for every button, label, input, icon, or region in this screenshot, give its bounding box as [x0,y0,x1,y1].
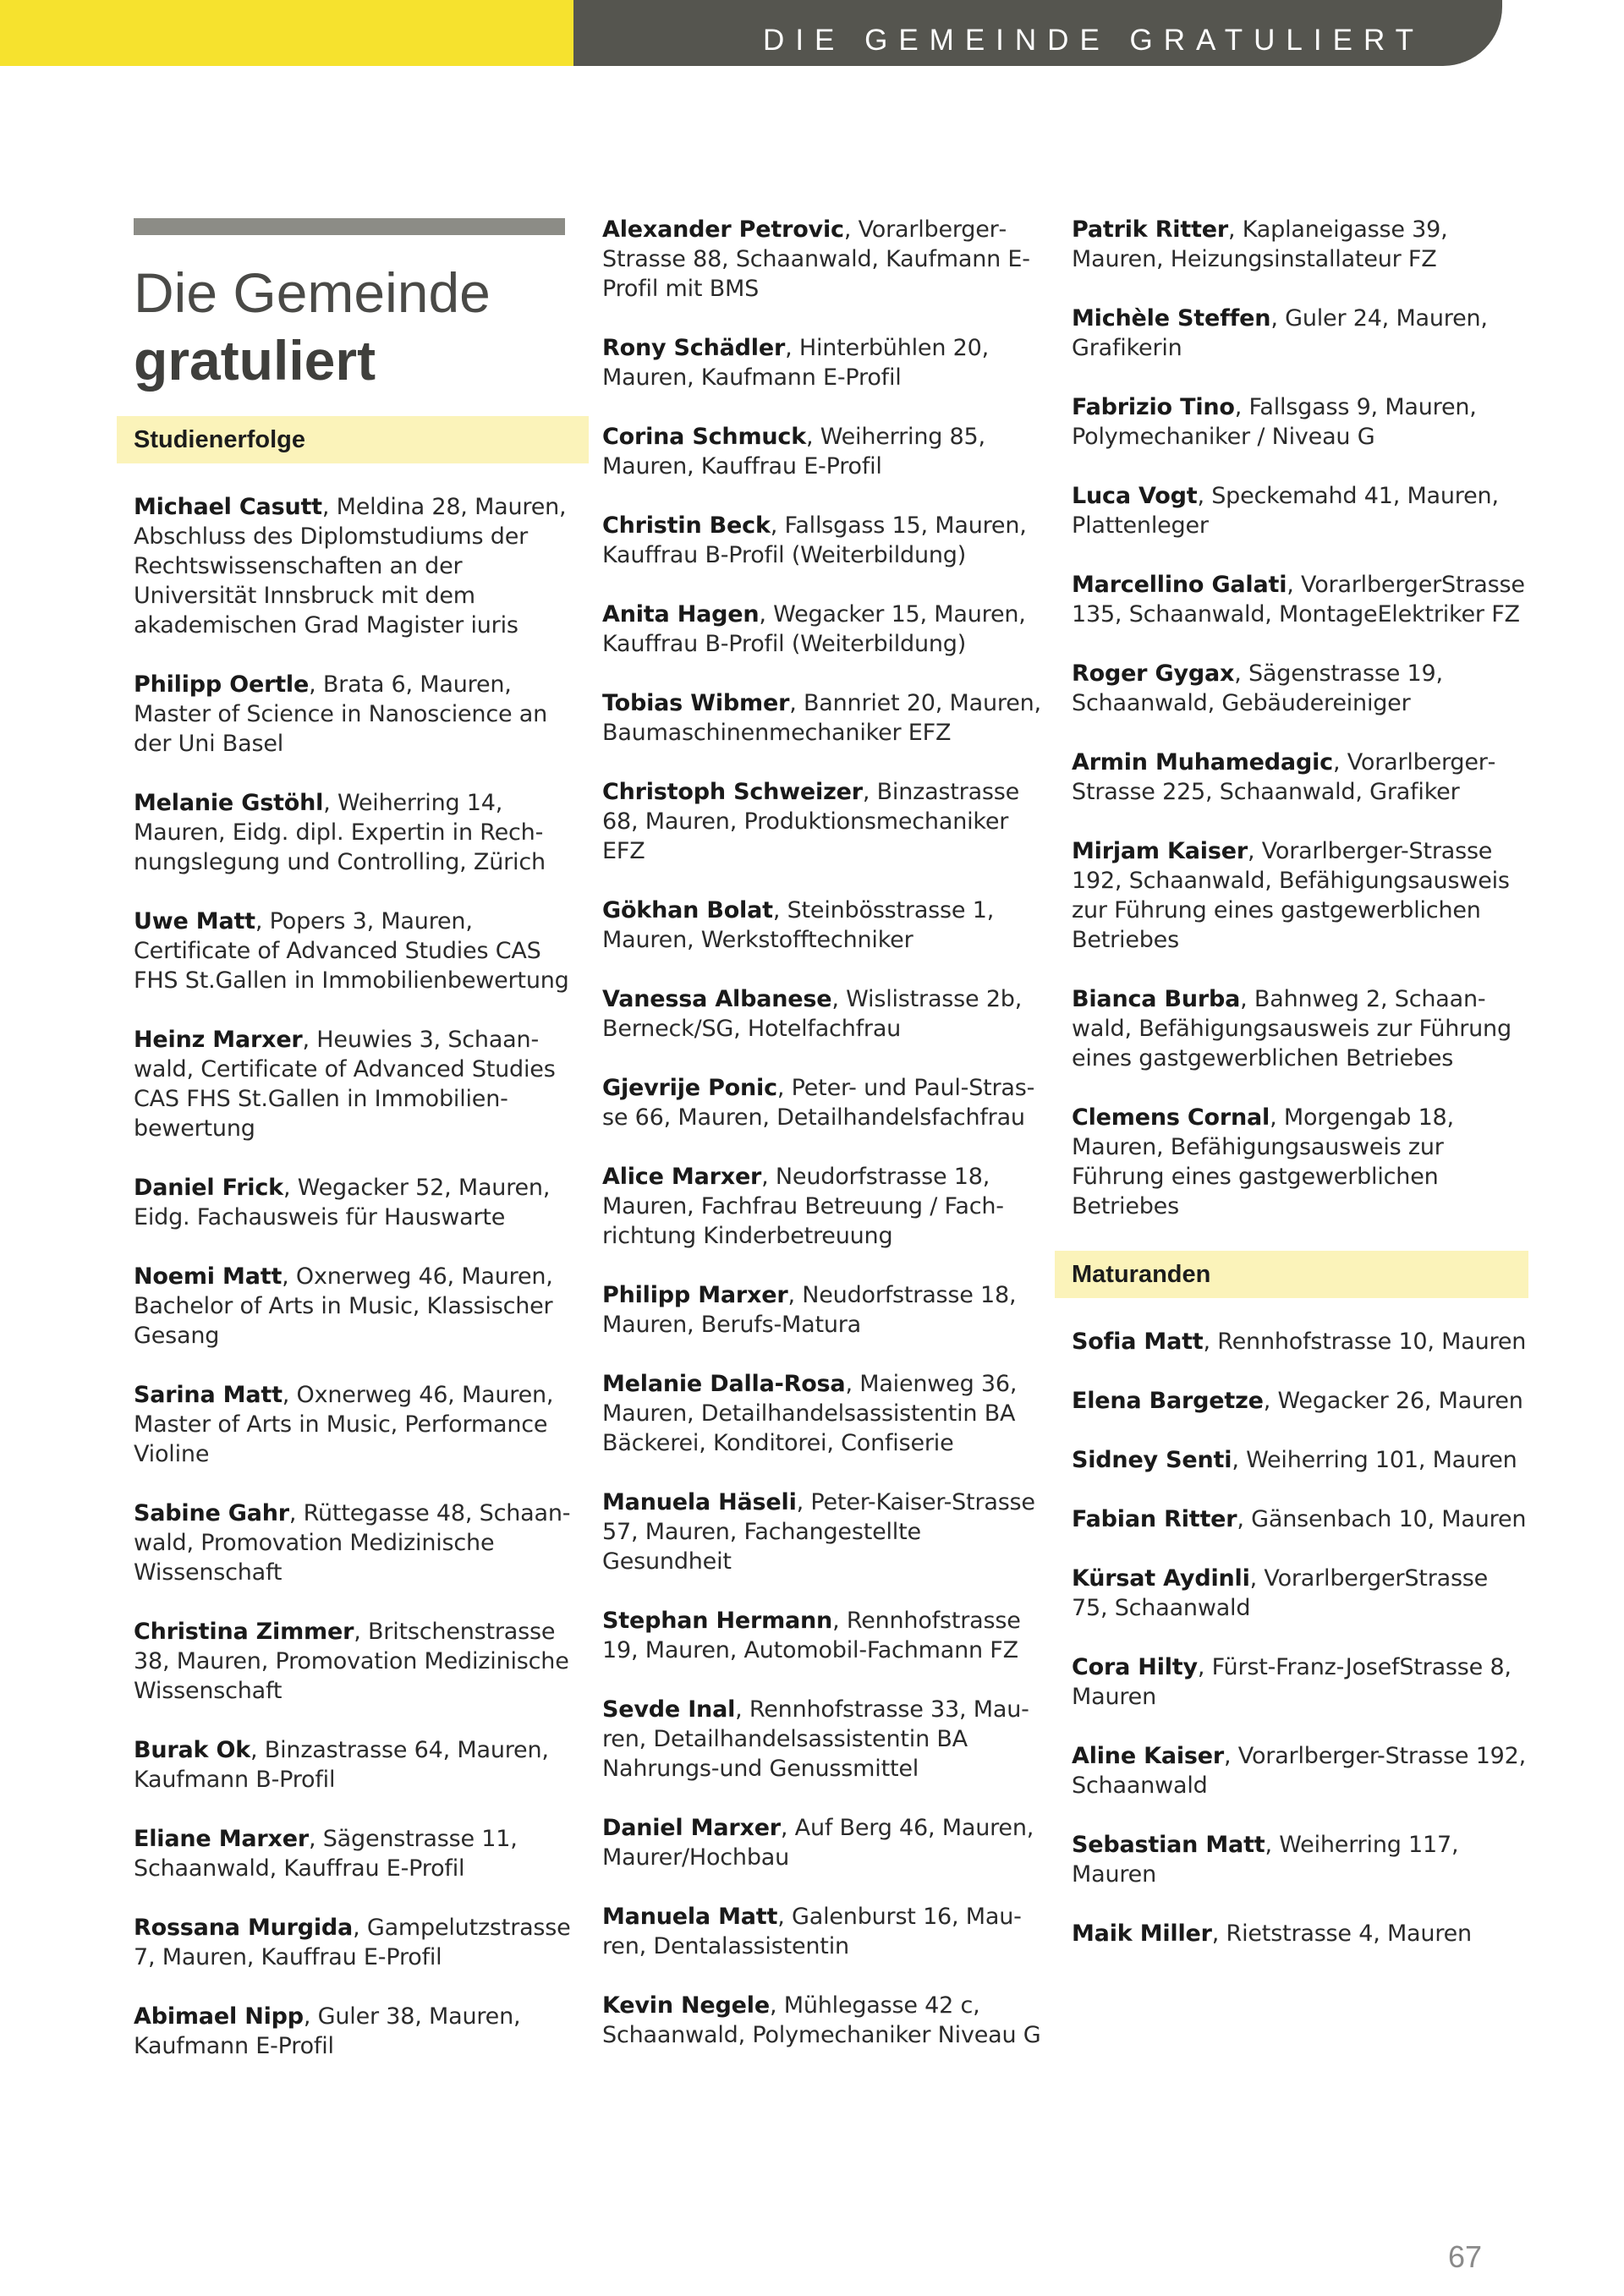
person-details: , Rennhofstrasse 19, Mauren, Automobil-Fachmann FZ [602,1608,1021,1663]
person-name: Melanie Gstöhl [134,790,324,816]
congrats-entry [1072,1327,1528,1356]
person-name: Sabine Gahr [134,1500,289,1526]
person-name: Alexander Petrovic [602,216,844,243]
congrats-entry [602,1695,1042,1784]
person-details: , Speckemahd 41, Mauren, Plattenleger [1072,483,1499,539]
congrats-entry [1072,1830,1528,1889]
congrats-entry [1072,1652,1528,1712]
congrats-entry [134,1025,573,1143]
person-details: , Steinbösstrasse 1, Mauren, Werkstofftechniker [602,897,995,953]
congrats-entry [1072,1564,1528,1623]
header-yellow-band [0,0,573,66]
person-details: , Wislistrasse 2b, Berneck/SG, Hotelfachfrau [602,986,1023,1042]
person-name: Tobias Wibmer [602,690,790,716]
person-name: Sidney Senti [1072,1447,1232,1473]
person-name: Abimael Nipp [134,2003,304,2030]
person-details: , Rüttegasse 48, Schaanwald, Promovation Medizinische Wissenschaft [134,1500,571,1586]
person-details: , VorarlbergerStrasse 225, Schaanwald, Grafiker [1072,749,1496,805]
person-details: , Rennhofstrasse 33, Mauren, Detailhandelsassistentin BA Nahrungs-und Genussmittel [602,1696,1029,1782]
person-name: Manuela Häseli [602,1489,797,1515]
congrats-entry [602,984,1042,1044]
person-details: , Brata 6, Mauren, Master of Science in Nanoscience an der Uni Basel [134,671,548,757]
person-name: Rony Schädler [602,335,786,361]
congrats-entry [134,788,573,877]
congrats-entry [602,511,1042,570]
congrats-entry [1072,304,1528,363]
entry-list-col2 [602,215,1042,2050]
column-3 [1072,215,1528,1978]
congrats-entry [134,1173,573,1232]
person-details: , Sägenstrasse 19, Schaanwald, Gebäudereiniger [1072,660,1443,716]
congrats-entry [602,1606,1042,1665]
person-details: , Morgengab 18, Mauren, Befähigungsausweis zur Führung eines gastgewerblichen Betriebes [1072,1104,1454,1219]
congrats-entry [1072,392,1528,452]
congrats-entry [602,777,1042,866]
congrats-entry [134,1262,573,1351]
person-details: , Weiherring 85, Mauren, Kauffrau E-Profil [602,424,985,479]
congrats-entry [602,422,1042,481]
person-details: , Wegacker 26, Mauren [1263,1388,1523,1414]
page-title-line2: gratuliert [134,329,376,392]
congrats-entry [134,1617,573,1706]
person-name: Cora Hilty [1072,1654,1198,1680]
congrats-entry [1072,659,1528,718]
person-name: Sebastian Matt [1072,1832,1265,1858]
person-details: , Heuwies 3, Schaanwald, Certificate of Advanced Studies CAS FHS St.Gallen in Immobilienbewertung [134,1027,556,1142]
person-details: , Guler 38, Mauren, Kaufmann E-Profil [134,2003,521,2059]
congrats-entry [134,2002,573,2061]
congrats-entry [602,1813,1042,1872]
page-title [134,259,573,394]
congrats-entry [602,1280,1042,1340]
person-name: Aline Kaiser [1072,1743,1225,1769]
person-details: , Guler 24, Mauren, Grafikerin [1072,305,1488,361]
person-name: Stephan Hermann [602,1608,833,1634]
person-name: Melanie Dalla-Rosa [602,1371,846,1397]
person-name: Roger Gygax [1072,660,1235,687]
person-name: Noemi Matt [134,1263,283,1290]
person-details: , Sägenstrasse 11, Schaanwald, Kauffrau E-Profil [134,1826,518,1882]
person-name: Maik Miller [1072,1921,1212,1947]
congrats-entry [1072,836,1528,955]
person-name: Burak Ok [134,1737,251,1763]
person-name: Gjevrije Ponic [602,1075,777,1101]
person-details: , Maienweg 36, Mauren, Detailhandelsassistentin BA Bäckerei, Konditorei, Confiserie [602,1371,1018,1456]
person-name: Christin Beck [602,512,771,539]
person-details: , Bahnweg 2, Schaanwald, Befähigungsausweis zur Führung eines gastgewerblichen Betriebes [1072,986,1512,1071]
congrats-entry [602,600,1042,659]
page-number: 67 [1448,2239,1483,2274]
person-name: Armin Muhamedagic [1072,749,1333,775]
congrats-entry [602,1073,1042,1132]
person-details: , Peter-Kaiser-Strasse 57, Mauren, Fachangestellte Gesundheit [602,1489,1035,1575]
person-details: , Meldina 28, Mauren, Abschluss des Diplomstudiums der Rechtswissenschaften an der Universität Innsbruck mit dem akademischen Grad Magister iuris [134,494,567,638]
congrats-entry [134,907,573,995]
person-name: Eliane Marxer [134,1826,309,1852]
person-name: Heinz Marxer [134,1027,303,1053]
person-name: Christina Zimmer [134,1619,354,1645]
congrats-entry [1072,1445,1528,1475]
person-details: , Binzastrasse 68, Mauren, Produktionsmechaniker EFZ [602,779,1020,864]
person-details: , Auf Berg 46, Mauren, Maurer/Hochbau [602,1815,1034,1871]
running-header: DIE GEMEINDE GRATULIERT [573,0,1502,66]
congrats-entry [1072,748,1528,807]
person-name: Uwe Matt [134,908,255,934]
congrats-entry [134,1735,573,1795]
person-details: , Weiherring 14, Mauren, Eidg. dipl. Expertin in Rechnungslegung und Controlling, Zürich [134,790,546,875]
person-name: Manuela Matt [602,1904,778,1930]
person-details: , Vorarlberger-Strasse 192, Schaanwald [1072,1743,1527,1799]
person-details: , VorarlbergerStrasse 135, Schaanwald, MontageElektriker FZ [1072,572,1525,627]
person-name: Rossana Murgida [134,1915,354,1941]
person-details: , Wegacker 15, Mauren, Kauffrau B-Profil (Weiterbildung) [602,601,1026,657]
congrats-entry [602,1488,1042,1576]
person-name: Sevde Inal [602,1696,736,1723]
title-rule [134,218,565,235]
person-name: Bianca Burba [1072,986,1241,1012]
person-name: Philipp Marxer [602,1282,788,1308]
person-details: , Oxnerweg 46, Mauren, Master of Arts in Music, Performance Violine [134,1382,554,1467]
person-name: Patrik Ritter [1072,216,1229,243]
congrats-entry [602,1902,1042,1961]
congrats-entry [602,333,1042,392]
congrats-entry [1072,984,1528,1073]
page-title-line1: Die Gemeinde [134,261,491,324]
congrats-entry [134,1824,573,1883]
person-name: Kevin Negele [602,1992,770,2019]
person-name: Michael Casutt [134,494,322,520]
person-details: , Hinterbühlen 20, Mauren, Kaufmann E-Profil [602,335,989,391]
person-details: , Peter- und Paul-Strasse 66, Mauren, Detailhandelsfachfrau [602,1075,1035,1131]
person-name: Corina Schmuck [602,424,806,450]
person-name: Sofia Matt [1072,1329,1204,1355]
column-1 [134,218,573,2091]
person-details: , Weiherring 117, Mauren [1072,1832,1459,1888]
person-name: Michèle Steffen [1072,305,1271,332]
person-name: Anita Hagen [602,601,760,627]
person-details: , Fürst-Franz-JosefStrasse 8, Mauren [1072,1654,1512,1710]
person-name: Clemens Cornal [1072,1104,1270,1131]
congrats-entry [602,1991,1042,2050]
congrats-entry [602,688,1042,748]
person-details: , Kaplaneigasse 39, Mauren, Heizungsinstallateur FZ [1072,216,1448,272]
congrats-entry [1072,1741,1528,1800]
congrats-entry [134,492,573,640]
person-details: , Popers 3, Mauren, Certificate of Advanced Studies CAS FHS St.Gallen in Immobilienbewertung [134,908,569,994]
person-details: , Fallsgass 9, Mauren, Polymechaniker / Niveau G [1072,394,1477,450]
person-details: , Gampelutzstrasse 7, Mauren, Kauffrau E-Profil [134,1915,571,1970]
person-details: , Vorarlberger-Strasse 192, Schaanwald, Befähigungsausweis zur Führung eines gastgewerblichen Betriebes [1072,838,1510,953]
person-details: , Gänsenbach 10, Mauren [1237,1506,1527,1532]
entry-list-col3 [1072,215,1528,1221]
congrats-entry [1072,1386,1528,1416]
person-details: , VorarlbergerStrasse 75, Schaanwald [1072,1565,1489,1621]
person-details: , Wegacker 52, Mauren, Eidg. Fachausweis für Hauswarte [134,1175,551,1230]
person-name: Daniel Marxer [602,1815,781,1841]
congrats-entry [134,1913,573,1972]
person-details: , Rietstrasse 4, Mauren [1211,1921,1472,1947]
congrats-entry [1072,1504,1528,1534]
congrats-entry [602,896,1042,955]
person-name: Philipp Oertle [134,671,310,698]
congrats-entry [1072,1919,1528,1948]
person-name: Luca Vogt [1072,483,1198,509]
person-name: Vanessa Albanese [602,986,832,1012]
congrats-entry [1072,215,1528,274]
person-name: Mirjam Kaiser [1072,838,1248,864]
congrats-entry [1072,1103,1528,1221]
person-details: , Britschenstrasse 38, Mauren, Promovation Medizinische Wissenschaft [134,1619,569,1704]
congrats-entry [602,1369,1042,1458]
section-heading-maturanden: Maturanden [1055,1251,1528,1298]
section-heading-studienerfolge: Studienerfolge [117,416,589,463]
person-name: Christoph Schweizer [602,779,863,805]
congrats-entry [134,670,573,759]
column-2 [602,215,1042,2080]
person-name: Alice Marxer [602,1164,762,1190]
person-details: , Mühlegasse 42 c, Schaanwald, Polymechaniker Niveau G [602,1992,1041,2048]
person-details: , Galenburst 16, Mauren, Dentalassistentin [602,1904,1022,1959]
person-details: , Neudorfstrasse 18, Mauren, Berufs-Matura [602,1282,1017,1338]
person-details: , Fallsgass 15, Mauren, Kauffrau B-Profil (Weiterbildung) [602,512,1027,568]
person-name: Gökhan Bolat [602,897,773,923]
person-details: , Bannriet 20, Mauren, Baumaschinenmechaniker EFZ [602,690,1041,746]
congrats-entry [1072,481,1528,540]
person-name: Fabrizio Tino [1072,394,1235,420]
congrats-entry [602,1162,1042,1251]
congrats-entry [1072,570,1528,629]
congrats-entry [134,1499,573,1587]
person-details: , Weiherring 101, Mauren [1232,1447,1517,1473]
person-name: Daniel Frick [134,1175,283,1201]
person-name: Kürsat Aydinli [1072,1565,1250,1592]
congrats-entry [134,1380,573,1469]
congrats-entry [602,215,1042,304]
person-name: Sarina Matt [134,1382,283,1408]
person-details: , Binzastrasse 64, Mauren, Kaufmann B-Profil [134,1737,549,1793]
person-details: , VorarlbergerStrasse 88, Schaanwald, Kaufmann E-Profil mit BMS [602,216,1030,302]
person-details: , Neudorfstrasse 18, Mauren, Fachfrau Betreuung / Fachrichtung Kinderbetreuung [602,1164,1005,1249]
person-name: Marcellino Galati [1072,572,1287,598]
person-details: , Rennhofstrasse 10, Mauren [1203,1329,1527,1355]
person-name: Fabian Ritter [1072,1506,1237,1532]
entry-list-col1 [134,492,573,2061]
person-details: , Oxnerweg 46, Mauren, Bachelor of Arts in Music, Klassischer Gesang [134,1263,553,1349]
person-name: Elena Bargetze [1072,1388,1264,1414]
entry-list-maturanden [1072,1327,1528,1948]
